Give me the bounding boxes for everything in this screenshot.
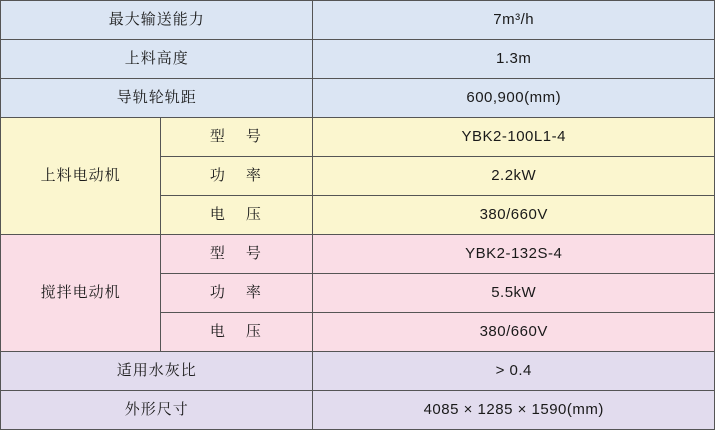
table-row <box>1 79 715 118</box>
table-row <box>1 1 715 40</box>
row-value: 5.5kW <box>313 274 715 313</box>
group-label: 搅拌电动机 <box>1 235 161 352</box>
sub-label: 功 率 <box>161 274 313 313</box>
row-label: 最大输送能力 <box>1 1 313 40</box>
row-value: 7m³/h <box>313 1 715 40</box>
group-label: 上料电动机 <box>1 118 161 235</box>
row-value: 600,900(mm) <box>313 79 715 118</box>
row-value: 4085 × 1285 × 1590(mm) <box>313 391 715 430</box>
row-label: 导轨轮轨距 <box>1 79 313 118</box>
table-row <box>1 235 715 274</box>
sub-label: 型 号 <box>161 118 313 157</box>
row-label: 外形尺寸 <box>1 391 313 430</box>
row-value: 1.3m <box>313 40 715 79</box>
table-row <box>1 391 715 430</box>
row-value: YBK2-132S-4 <box>313 235 715 274</box>
row-value: 380/660V <box>313 196 715 235</box>
row-label: 适用水灰比 <box>1 352 313 391</box>
sub-label: 型 号 <box>161 235 313 274</box>
sub-label: 电 压 <box>161 313 313 352</box>
sub-label: 功 率 <box>161 157 313 196</box>
table-row <box>1 40 715 79</box>
sub-label: 电 压 <box>161 196 313 235</box>
table-row <box>1 118 715 157</box>
row-value: > 0.4 <box>313 352 715 391</box>
row-value: YBK2-100L1-4 <box>313 118 715 157</box>
row-value: 2.2kW <box>313 157 715 196</box>
table-row <box>1 352 715 391</box>
row-label: 上料高度 <box>1 40 313 79</box>
row-value: 380/660V <box>313 313 715 352</box>
